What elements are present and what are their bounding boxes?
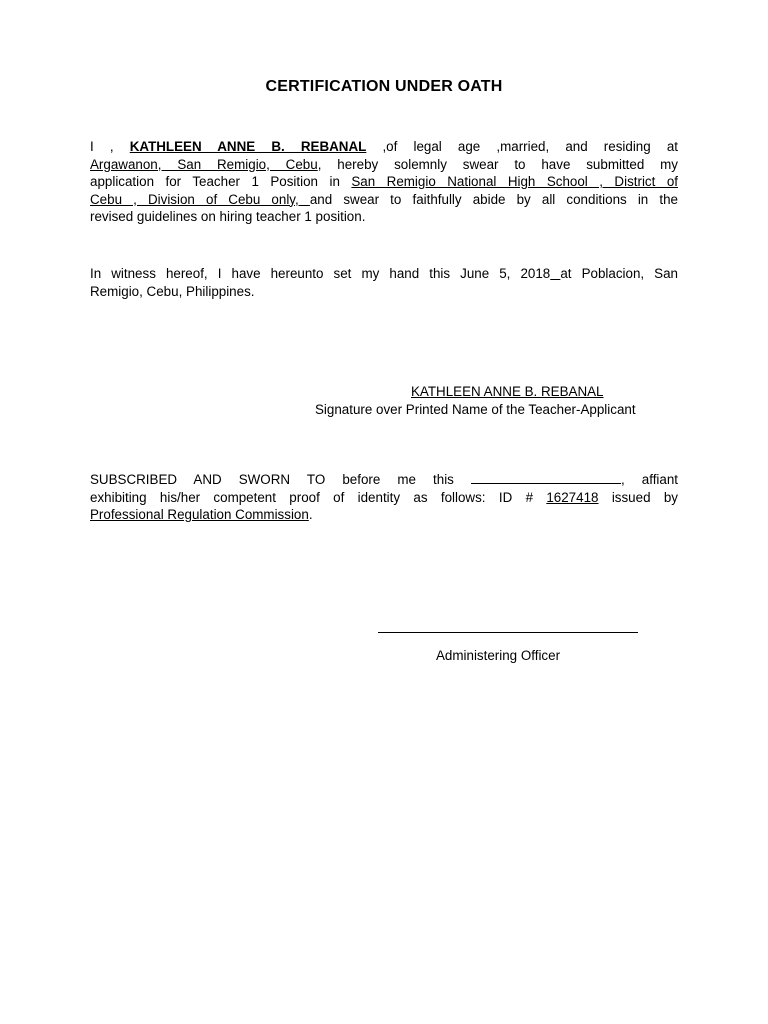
- officer-signature-line: [378, 632, 638, 633]
- document-title: CERTIFICATION UNDER OATH: [265, 78, 503, 95]
- text-fragment: SUBSCRIBED AND SWORN TO before me this: [90, 472, 471, 487]
- affiant-address: Argawanon, San Remigio, Cebu: [90, 156, 318, 172]
- text-fragment: , hereby solemnly swear to have submitted my: [317, 156, 678, 172]
- paragraph-line: [90, 138, 678, 156]
- text-fragment: issued by: [598, 489, 678, 505]
- text-fragment: .: [308, 507, 313, 522]
- paragraph-line: [90, 173, 678, 191]
- text-fragment: revised guidelines on hiring teacher 1 position.: [90, 209, 366, 224]
- paragraph-line: [90, 265, 678, 283]
- paragraph-line: [90, 489, 678, 507]
- text-fragment: In witness hereof, I have hereunto set my hand this June 5, 2018: [90, 266, 551, 281]
- id-number: 1627418: [546, 489, 599, 505]
- text-fragment: , affiant: [620, 472, 678, 487]
- text-fragment: Remigio, Cebu, Philippines.: [90, 283, 255, 299]
- officer-label: Administering Officer: [436, 648, 561, 663]
- affiant-name: KATHLEEN ANNE B. REBANAL: [129, 139, 367, 154]
- paragraph-line: [90, 208, 678, 226]
- witness-paragraph: [90, 265, 678, 300]
- certification-paragraph: [90, 138, 678, 226]
- paragraph-line: [90, 471, 678, 489]
- text-fragment: I ,: [90, 139, 130, 154]
- text-fragment: exhibiting his/her competent proof of identity as follows: ID #: [90, 489, 547, 505]
- paragraph-line: [90, 506, 678, 524]
- signatory-name: KATHLEEN ANNE B. REBANAL: [411, 384, 604, 399]
- paragraph-line: [90, 156, 678, 174]
- paragraph-line: [90, 191, 678, 209]
- text-fragment: ,of legal age ,married, and residing at: [366, 139, 679, 154]
- text-fragment: application for Teacher 1 Position in: [90, 174, 352, 189]
- division-name: Cebu , Division of Cebu only,: [90, 191, 310, 207]
- text-fragment: at Poblacion, San: [560, 266, 679, 281]
- text-fragment: and swear to faithfully abide by all conditions in the: [309, 191, 678, 207]
- school-name: San Remigio National High School , District of: [351, 174, 678, 189]
- jurat-paragraph: [90, 471, 678, 524]
- issuing-agency: Professional Regulation Commission: [90, 507, 309, 522]
- signature-caption: Signature over Printed Name of the Teacher-Applicant: [315, 402, 636, 417]
- paragraph-line: [90, 283, 678, 301]
- text-fragment: [550, 266, 560, 281]
- date-blank: [471, 471, 621, 484]
